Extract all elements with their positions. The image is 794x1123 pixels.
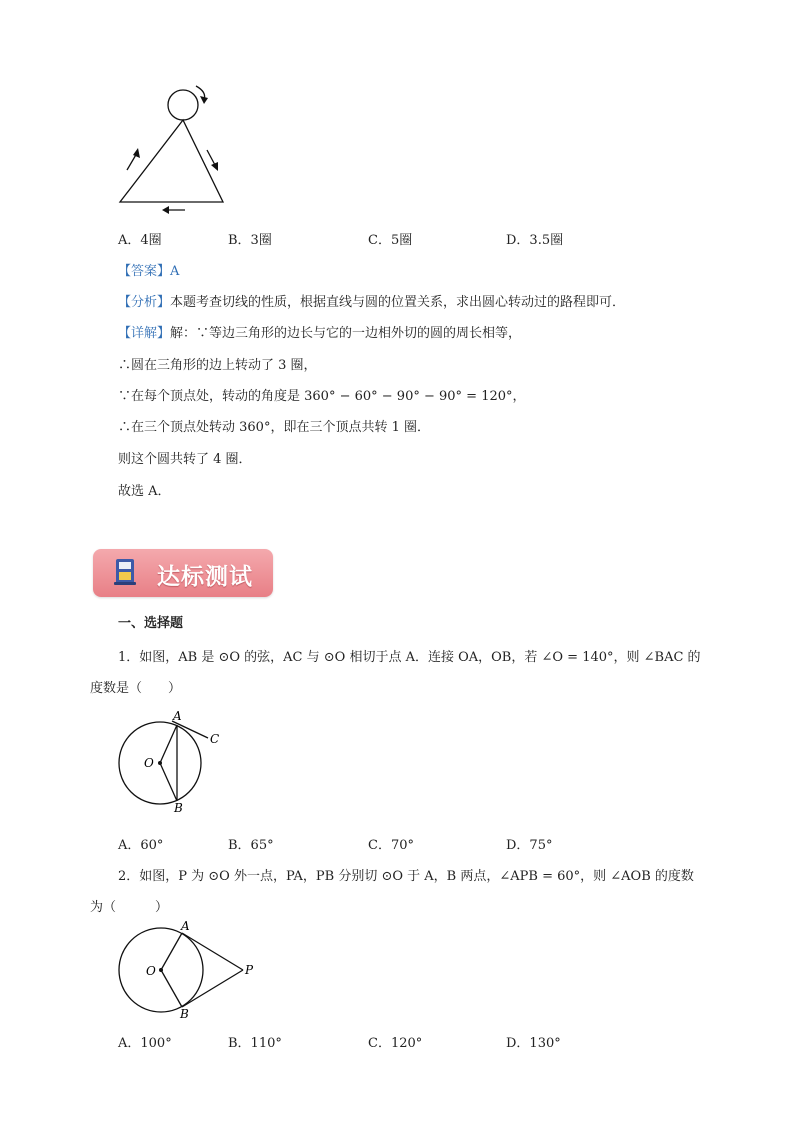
q1-option-a: A．60° [118, 838, 164, 853]
q2-option-d: D．130° [506, 1036, 561, 1051]
q2-label-p: P [245, 963, 254, 977]
option-b: B．3圈 [228, 233, 272, 248]
q1-options [118, 834, 678, 852]
q2-stem-line2: 为（ ） [90, 900, 169, 915]
answer-line [118, 260, 179, 279]
triangle-rolling-circle-figure [110, 80, 240, 220]
q2-options [118, 1032, 678, 1050]
step-4: 则这个圆共转了 4 圈． [118, 452, 252, 467]
q1-label-b: B [174, 801, 183, 815]
q2-label-b: B [180, 1007, 189, 1021]
q2-option-b: B．110° [228, 1036, 282, 1051]
detail-text: 解：∵等边三角形的边长与它的一边相外切的圆的周长相等， [170, 326, 522, 341]
step-5: 故选 A． [118, 484, 171, 499]
q1-label-o: O [144, 756, 154, 770]
step-2: ∵在每个顶点处，转动的角度是 360° − 60° − 90° − 90° = 120°， [118, 389, 526, 404]
q1-stem-line2: 度数是（ ） [90, 681, 182, 696]
step-3: ∴在三个顶点处转动 360°，即在三个顶点共转 1 圈． [118, 420, 430, 435]
q1-option-b: B．65° [228, 838, 274, 853]
q2-stem-line1: 2．如图，P 为 ⊙O 外一点，PA，PB 分别切 ⊙O 于 A，B 两点，∠APB = 60°，则 ∠AOB 的度数 [118, 869, 694, 884]
analysis-tag: 【分析】 [118, 295, 171, 310]
q1-circle-figure [110, 706, 240, 818]
prev-question-options [118, 229, 678, 247]
option-a: A．4圈 [118, 233, 162, 248]
q1-stem-line1: 1．如图，AB 是 ⊙O 的弦，AC 与 ⊙O 相切于点 A．连接 OA，OB，若 ∠O = 140°，则 ∠BAC 的 [118, 650, 701, 665]
step-1: ∴圆在三角形的边上转动了 3 圈， [118, 358, 317, 373]
analysis-text: 本题考查切线的性质，根据直线与圆的位置关系，求出圆心转动过的路程即可． [170, 295, 626, 310]
option-d: D．3.5圈 [506, 233, 564, 248]
book-icon [113, 557, 139, 587]
q2-label-a: A [181, 919, 190, 933]
q2-tangent-figure [110, 918, 260, 1022]
section-title: 达标测试 [157, 564, 253, 590]
detail-line [118, 322, 521, 341]
q1-option-d: D．75° [506, 838, 553, 853]
answer-tag: 【答案】 [118, 264, 171, 279]
detail-tag: 【详解】 [118, 326, 171, 341]
q2-option-a: A．100° [118, 1036, 172, 1051]
answer-value: A [170, 264, 180, 279]
q2-option-c: C．120° [368, 1036, 423, 1051]
analysis-line [118, 291, 625, 310]
q2-label-o: O [146, 964, 156, 978]
q1-label-c: C [210, 732, 220, 746]
section-banner [93, 549, 273, 597]
option-c: C．5圈 [368, 233, 413, 248]
section-subtitle: 一、选择题 [118, 616, 184, 631]
q1-label-a: A [173, 709, 182, 723]
q1-option-c: C．70° [368, 838, 414, 853]
